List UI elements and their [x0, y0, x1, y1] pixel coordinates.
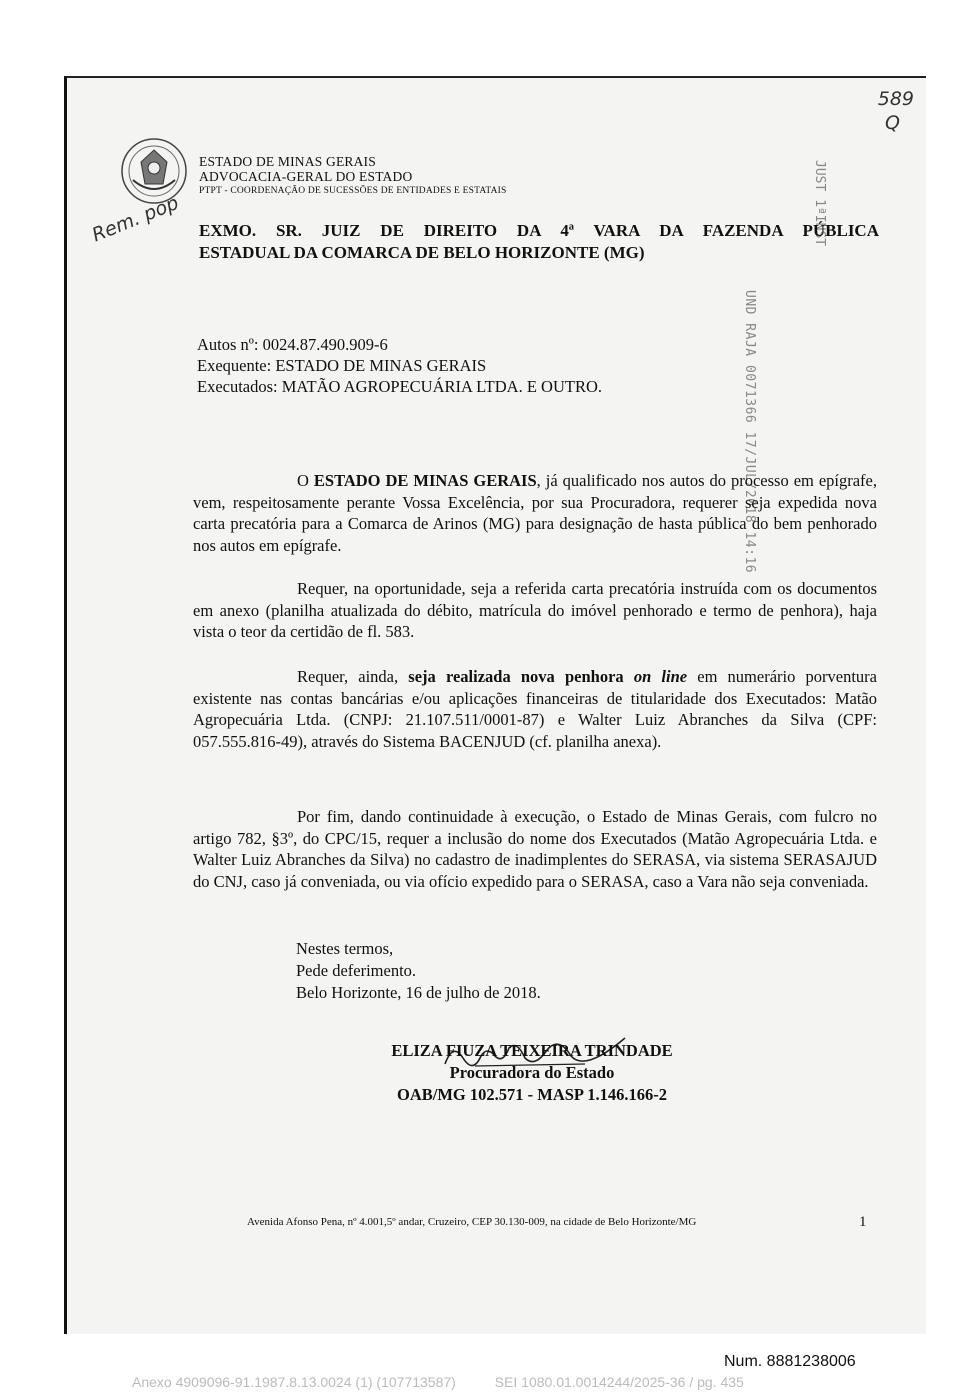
page-number: 1: [859, 1214, 867, 1230]
closing-block: [296, 938, 541, 1004]
p3-lead: Requer, ainda,: [297, 667, 409, 686]
p1-lead: O: [297, 471, 314, 490]
addressee-line-2: ESTADUAL DA COMARCA DE BELO HORIZONTE (MG): [199, 243, 645, 262]
letterhead-department: PTPT - COORDENAÇÃO DE SUCESSÕES DE ENTIDADES E ESTATAIS: [199, 186, 507, 196]
protocol-stamp-top: JUST 1ªINST: [812, 160, 827, 247]
closing-place-date: Belo Horizonte, 16 de julho de 2018.: [296, 983, 541, 1002]
handwritten-side-note: Rem. pop: [89, 191, 182, 247]
protocol-stamp: UND RAJA 0071366 17/JUL/2018 14:16: [742, 290, 757, 574]
letterhead-agency: ADVOCACIA-GERAL DO ESTADO: [199, 169, 413, 184]
signer-name: ELIZA FIUZA TEIXEIRA TRINDADE: [391, 1041, 673, 1060]
state-coat-of-arms-seal: [119, 136, 189, 206]
letterhead: [199, 154, 507, 199]
paragraph-1: [193, 470, 877, 556]
case-info: [197, 334, 602, 397]
closing-line-1: Nestes termos,: [296, 939, 394, 958]
document-number: Num. 8881238006: [724, 1353, 856, 1370]
p1-text: , já qualificado nos autos do processo em epígrafe, vem, respeitosamente perante Vossa Excelência, por sua Procuradora, requerer seja expedida nova carta precatória para a Comarca de Arinos (MG) para designação de hasta pública do bem penhorado nos autos em epígrafe.: [193, 471, 877, 555]
handwritten-page-initial: Q: [885, 112, 900, 134]
case-defendants: Executados: MATÃO AGROPECUÁRIA LTDA. E OUTRO.: [197, 377, 603, 396]
p2-text: Requer, na oportunidade, seja a referida carta precatória instruída com os documentos em anexo (planilha atualizada do débito, matrícula do imóvel penhorado e termo de penhora), haja vista o teor da certidão de fl. 583.: [193, 579, 877, 641]
paragraph-2: [193, 578, 877, 643]
p3-bold: seja realizada nova penhora: [408, 667, 634, 686]
paragraph-4: [193, 806, 877, 892]
handwritten-page-number: 589: [877, 88, 914, 110]
p3-bold-italic: on line: [633, 667, 688, 686]
scanned-page: [64, 76, 926, 1334]
signature-block: [367, 1040, 697, 1106]
p4-text: Por fim, dando continuidade à execução, o Estado de Minas Gerais, com fulcro no artigo 782, §3º, do CPC/15, requer a inclusão do nome dos Executados (Matão Agropecuária Ltda. e Walter Luiz Abranches da Silva) no cadastro de inadimplentes do SERASA, via sistema SERASAJUD do CNJ, caso já conveniada, ou via ofício expedido para o SERASA, caso a Vara não seja conveniada.: [193, 807, 877, 891]
case-plaintiff: Exequente: ESTADO DE MINAS GERAIS: [197, 356, 487, 375]
annex-reference: Anexo 4909096-91.1987.8.13.0024 (1) (107713587) SEI 1080.01.0014244/2025-36 / pg. 435: [132, 1374, 744, 1390]
letterhead-state: ESTADO DE MINAS GERAIS: [199, 154, 376, 169]
signer-registration: OAB/MG 102.571 - MASP 1.146.166-2: [397, 1085, 667, 1104]
p3-text: em numerário porventura existente nas contas bancárias e/ou aplicações financeiras de titularidade dos Executados: Matão Agropecuária Ltda. (CNPJ: 21.107.511/0001-87) e Walter Luiz Abranches da Silva (CPF: 057.555.816-49), através do Sistema BACENJUD (cf. planilha anexa).: [193, 667, 877, 751]
closing-line-2: Pede deferimento.: [296, 961, 417, 980]
addressee-line-1: EXMO. SR. JUIZ DE DIREITO DA 4ª VARA DA FAZENDA PÚBLICA: [199, 221, 879, 240]
signer-role: Procuradora do Estado: [449, 1063, 615, 1082]
paragraph-3: [193, 666, 877, 752]
footer-address: Avenida Afonso Pena, nº 4.001,5º andar, Cruzeiro, CEP 30.130-009, na cidade de Belo Horizonte/MG: [247, 1216, 697, 1228]
case-number: Autos nº: 0024.87.490.909-6: [197, 335, 388, 354]
p1-bold: ESTADO DE MINAS GERAIS: [313, 471, 537, 490]
addressee-heading: [199, 220, 879, 264]
